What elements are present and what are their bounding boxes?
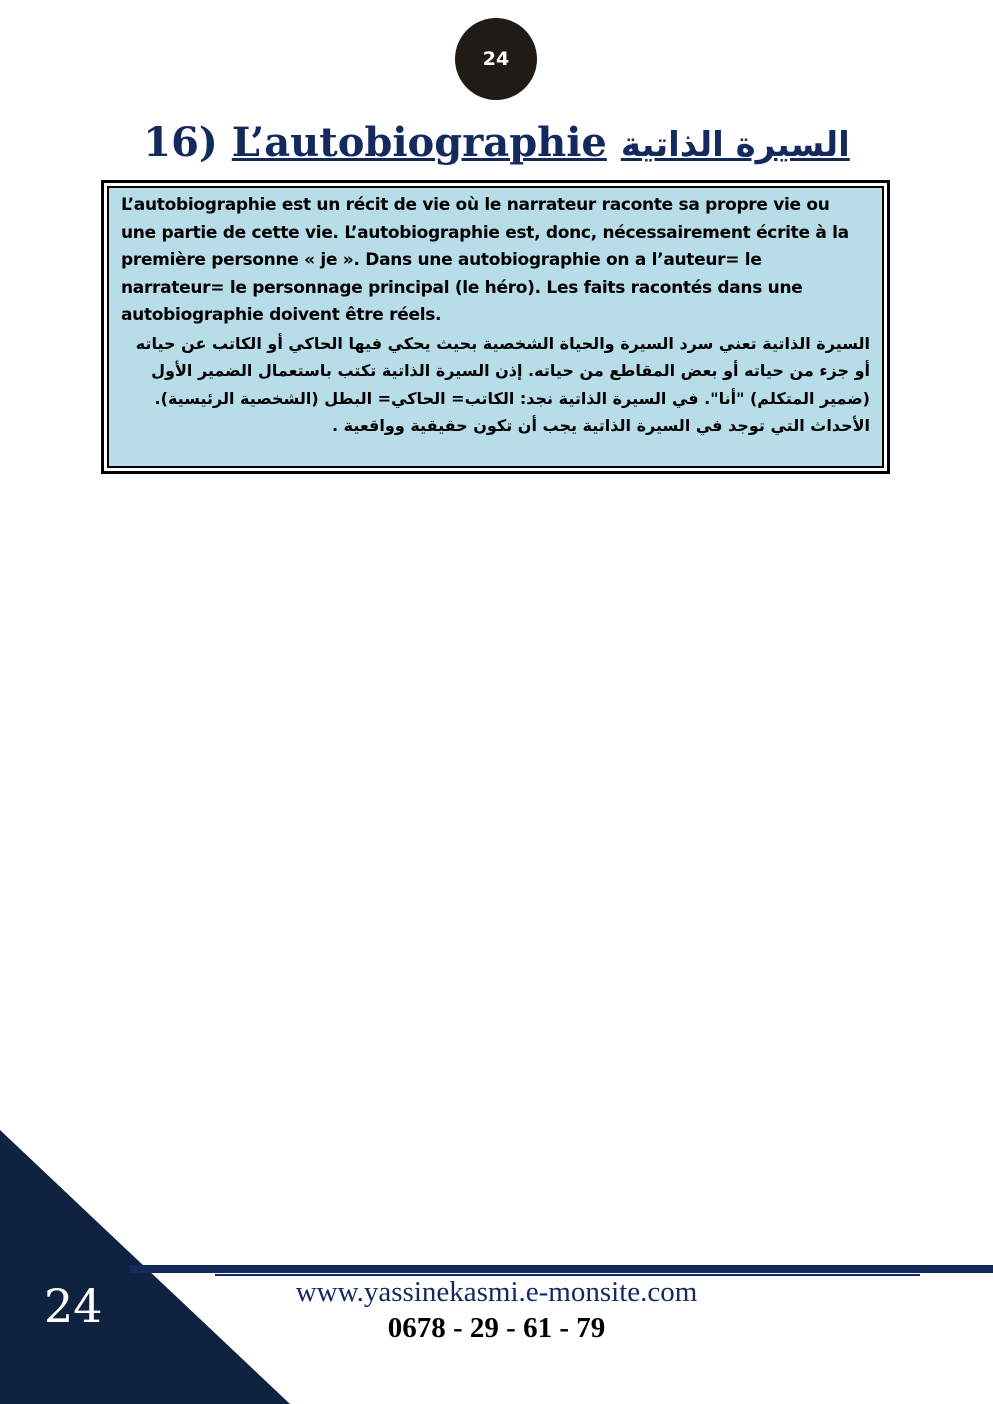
footer-website: www.yassinekasmi.e-monsite.com	[295, 1276, 698, 1308]
arabic-definition: السيرة الذاتية تعني سرد السيرة والحياة الشخصية بحيث يحكي فيها الحاكي أو الكاتب عن حياته أو جزء من حياته أو بعض المقاطع من حياته. إذن السيرة الذاتية تكتب باستعمال الضمير الأول (ضمير المتكلم) "أنا". في السيرة الذاتية نجد: الكاتب= الحاكي= البطل (الشخصية الرئيسية). الأحداث التي توجد في السيرة الذاتية يجب أن تكون حقيقية وواقعية .	[135, 333, 870, 435]
title-french: L’autobiographie	[231, 119, 607, 166]
footer-page-number: 24	[44, 1279, 103, 1333]
definition-box	[101, 180, 890, 474]
definition-box-inner	[107, 186, 884, 468]
page-number-top: 24	[482, 48, 510, 70]
footer-phone: 0678 - 29 - 61 - 79	[387, 1312, 606, 1344]
title-arabic: السيرة الذاتية	[620, 125, 850, 165]
footer-divider	[130, 1265, 993, 1273]
french-definition: L’autobiographie est un récit de vie où le narrateur raconte sa propre vie ou une partie de cette vie. L’autobiographie est, donc, nécessairement écrite à la première personne « je ». Dans une autobiographie on a l’auteur= le narrateur= le personnage principal (le héro). Les faits racontés dans une autobiographie doivent être réels.	[121, 195, 849, 325]
page-number-badge	[455, 18, 537, 100]
page-title	[0, 114, 993, 174]
title-number: 16)	[143, 119, 218, 166]
